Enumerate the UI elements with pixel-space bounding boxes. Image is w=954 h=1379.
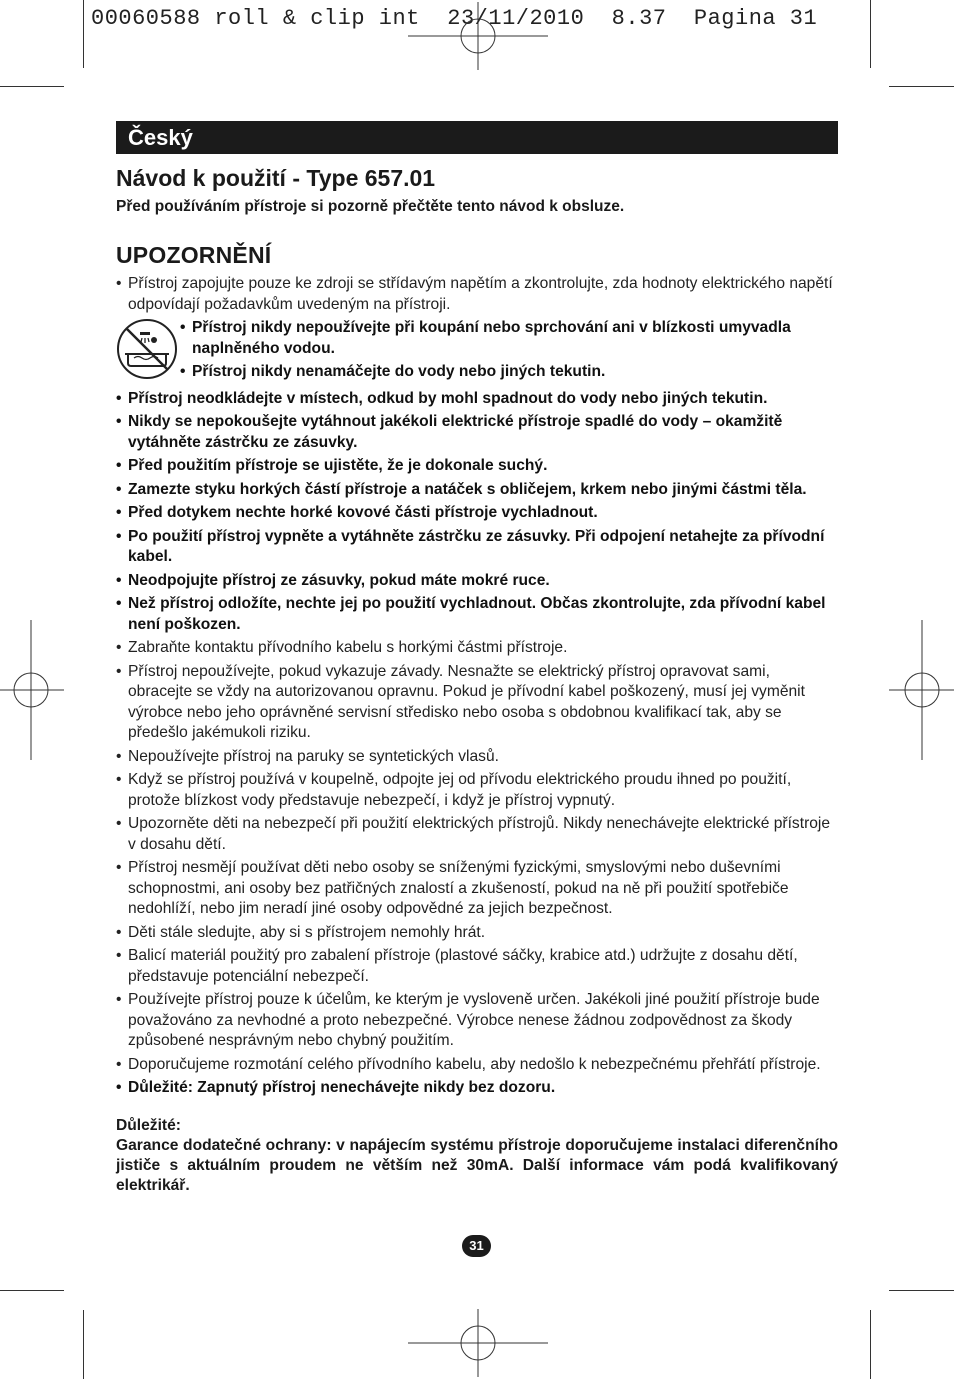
list-item-text: Když se přístroj používá v koupelně, odpojte jej od přívodu elektrického proudu ihned po použití, protože blízkost vody představuje nebezpečí, i když je přístroj vypnutý.: [128, 771, 792, 809]
bullet: •: [116, 504, 122, 521]
warning-list: [116, 389, 838, 1099]
bullet: •: [116, 1079, 122, 1096]
crop-mark: [0, 1290, 64, 1291]
bullet: •: [116, 859, 122, 876]
document-title: Návod k použití - Type 657.01: [116, 165, 436, 191]
list-item: [116, 412, 838, 453]
no-bath-shower-icon: [116, 318, 178, 380]
bullet: •: [116, 480, 122, 498]
list-item-text: Balicí materiál použitý pro zabalení přístroje (plastové sáčky, krabice atd.) udržujte z dosahu dětí, představuje potenciální nebezpečí.: [128, 947, 798, 985]
list-item-text: Po použití přístroj vypněte a vytáhněte zástrčku ze zásuvky. Při odpojení netahejte za přívodní kabel.: [128, 527, 825, 565]
document-subtitle: Před používáním přístroje si pozorně přečtěte tento návod k obsluze.: [116, 198, 625, 215]
list-item: [116, 594, 838, 635]
bullet: •: [116, 771, 122, 788]
list-item-text: Zabraňte kontaktu přívodního kabelu s horkými částmi přístroje.: [128, 639, 568, 656]
list-item-text: Děti stále sledujte, aby si s přístrojem nemohly hrát.: [128, 923, 486, 941]
list-item: [116, 638, 838, 659]
list-item-text: Přístroj nikdy nepoužívejte při koupání nebo sprchování ani v blízkosti umyvadla naplněného vodou.: [192, 319, 791, 357]
intro-list: [116, 274, 838, 315]
print-header: 00060588 roll & clip int 23/11/2010 8.37 Pagina 31: [91, 6, 818, 31]
bullet: •: [116, 571, 122, 589]
list-item: [116, 747, 838, 768]
crop-mark: [0, 86, 64, 87]
list-item-text: Doporučujeme rozmotání celého přívodního kabelu, aby nedošlo k nebezpečnému přehřátí přístroje.: [128, 1055, 821, 1073]
list-item: [116, 274, 838, 315]
bullet: •: [180, 319, 186, 336]
list-item-text: Neodpojujte přístroj ze zásuvky, pokud máte mokré ruce.: [128, 571, 550, 589]
list-item-text: Přístroj nikdy nenamáčejte do vody nebo jiných tekutin.: [192, 363, 606, 380]
registration-mark-bottom-icon: [408, 1309, 548, 1377]
list-item-text: Přístroj nepoužívejte, pokud vykazuje závady. Nesnažte se elektrický přístroj opravovat sami, obracejte se vždy na autorizovanou opravnu. Pokud je přívodní kabel poškozený, musí jej vyměnit výrobce nebo jeho oprávněné servisní středisko nebo osoba s obdobnou kvalifikací tak, aby se předešlo jakémukoli riziku.: [128, 662, 805, 741]
list-item: [116, 571, 838, 592]
list-item: [116, 1055, 838, 1076]
important-text: Garance dodatečné ochrany: v napájecím systému přístroje doporučujeme instalaci diferenčního jističe s aktuálním proudem ne větším než 30mA. Další informace vám podá kvalifikovaný elektrikář.: [116, 1136, 838, 1194]
bullet: •: [116, 747, 122, 765]
icon-warning-block: [116, 318, 838, 386]
bullet: •: [116, 815, 122, 832]
bullet: •: [116, 639, 122, 656]
crop-mark: [889, 86, 954, 87]
page-number: 31: [462, 1235, 491, 1257]
language-bar: Český: [116, 121, 838, 154]
list-item-text: Důležité: Zapnutý přístroj nenechávejte nikdy bez dozoru.: [128, 1079, 556, 1096]
list-item: [180, 362, 838, 383]
bullet: •: [180, 363, 186, 380]
list-item-text: Přístroj neodkládejte v místech, odkud by mohl spadnout do vody nebo jiných tekutin.: [128, 389, 768, 407]
bullet: •: [116, 662, 122, 680]
bullet: •: [116, 275, 122, 292]
bullet: •: [116, 595, 122, 612]
list-item: [116, 389, 838, 410]
bullet: •: [116, 991, 122, 1008]
list-item: [116, 527, 838, 568]
crop-mark: [870, 0, 871, 68]
list-item: [116, 858, 838, 920]
registration-mark-left-icon: [0, 620, 64, 760]
page-content: [116, 121, 838, 1196]
list-item: [116, 456, 838, 477]
important-label: Důležité:: [116, 1116, 181, 1134]
list-item-text: Používejte přístroj pouze k účelům, ke kterým je vysloveně určen. Jakékoli jiné použití přístroje bude považováno za nevhodné a proto nebezpečné. Výrobce nenese žádnou zodpovědnost za škody způsobené nesprávným nebo chybný použitím.: [128, 991, 820, 1049]
list-item-text: Před dotykem nechte horké kovové části přístroje vychladnout.: [128, 504, 598, 521]
crop-mark: [889, 1290, 954, 1291]
icon-warning-list: [180, 318, 838, 386]
list-item-text: Upozorněte děti na nebezpečí při použití elektrických přístrojů. Nikdy nenechávejte elektrické přístroje v dosahu dětí.: [128, 815, 831, 853]
list-item-text: Přístroj nesmějí používat děti nebo osoby se sníženými fyzickými, smyslovými nebo duševními schopnostmi, ani osoby bez patřičných znalostí a zkušeností, pokud na ně při použití spotřebiče nedohlíží, nebo jim neradí jiné osoby odpovědné za jejich bezpečnost.: [128, 859, 789, 917]
list-item: [116, 990, 838, 1052]
list-item-text: Před použitím přístroje se ujistěte, že je dokonale suchý.: [128, 457, 548, 474]
list-item: [116, 814, 838, 855]
list-item: [116, 1078, 838, 1099]
crop-mark: [83, 0, 84, 68]
list-item-text: Než přístroj odložíte, nechte jej po použití vychladnout. Občas zkontrolujte, zda přívodní kabel není poškozen.: [128, 595, 826, 633]
list-item: [116, 770, 838, 811]
list-item: [116, 503, 838, 524]
list-item-text: Zamezte styku horkých částí přístroje a natáček s obličejem, krkem nebo jinými částmi těla.: [128, 480, 807, 498]
list-item: [116, 662, 838, 744]
registration-mark-top-icon: [408, 2, 548, 70]
list-item: [180, 318, 838, 359]
list-item: [116, 946, 838, 987]
bullet: •: [116, 923, 122, 941]
list-item-text: Přístroj zapojujte pouze ke zdroji se střídavým napětím a zkontrolujte, zda hodnoty elektrického napětí odpovídají požadavkům uvedeným na přístroji.: [128, 275, 833, 313]
bullet: •: [116, 527, 122, 545]
bullet: •: [116, 413, 122, 430]
list-item: [116, 923, 838, 944]
list-item-text: Nepoužívejte přístroj na paruky se syntetických vlasů.: [128, 747, 499, 765]
bullet: •: [116, 1055, 122, 1073]
warning-heading: UPOZORNĚNÍ: [116, 242, 272, 268]
list-item: [116, 480, 838, 501]
list-item-text: Nikdy se nepokoušejte vytáhnout jakékoli elektrické přístroje spadlé do vody – okamžitě vytáhněte zástrčku ze zásuvky.: [128, 413, 783, 451]
bullet: •: [116, 947, 122, 964]
registration-mark-right-icon: [889, 620, 954, 760]
crop-mark: [83, 1310, 84, 1379]
bullet: •: [116, 457, 122, 474]
bullet: •: [116, 389, 122, 407]
crop-mark: [870, 1310, 871, 1379]
